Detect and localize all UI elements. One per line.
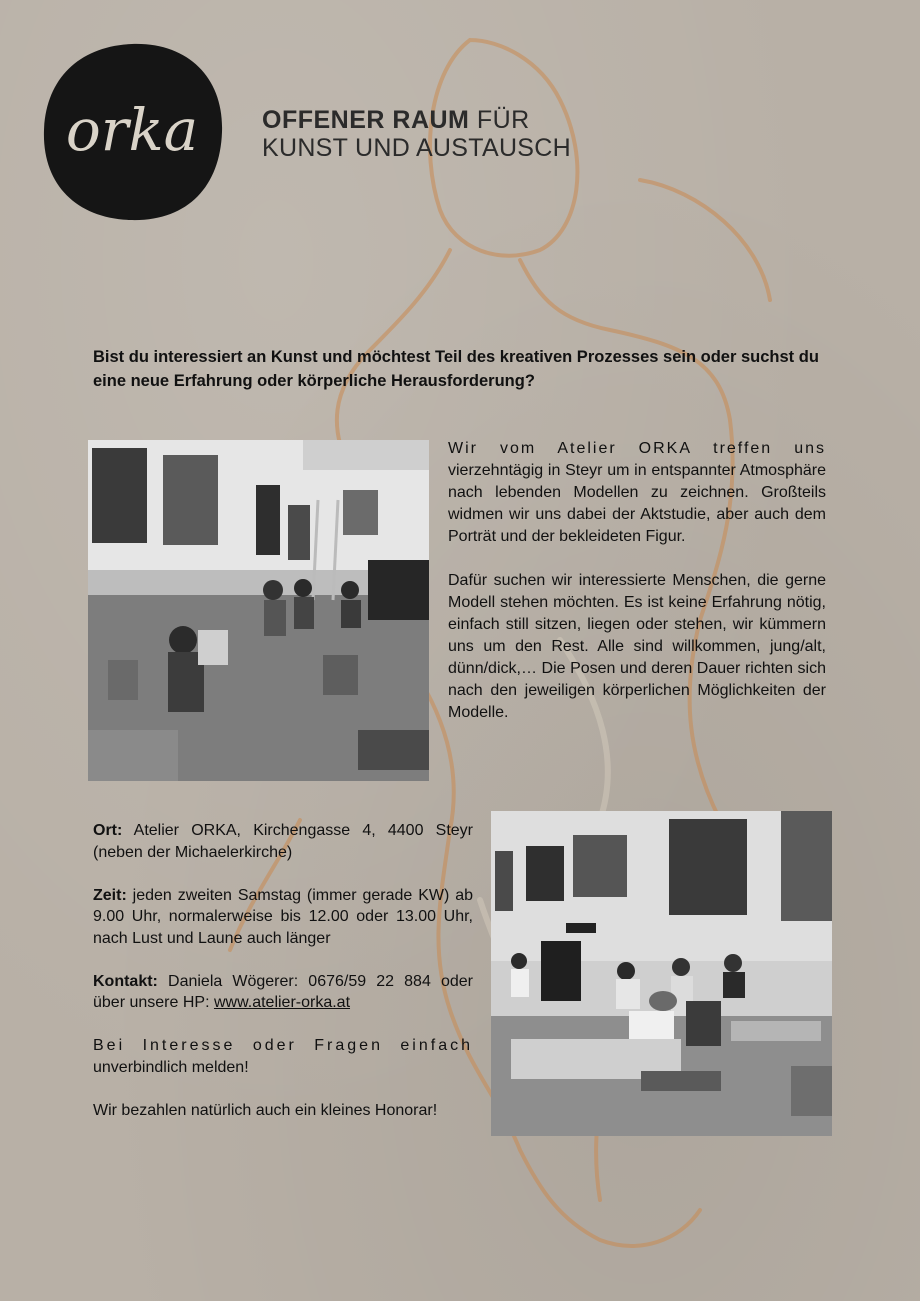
logo-wordmark: orka	[65, 96, 199, 164]
info-block	[93, 820, 473, 1143]
interesse-lead: Bei Interesse oder Fragen einfach	[93, 1037, 473, 1054]
intro-p2: Dafür suchen wir interessierte Menschen, die gerne Modell stehen möchten. Es ist keine Erfahrung nötig, einfach still sitzen, liegen oder stehen, wir kümmern uns um den Rest. Alle sind willkommen, jung/alt, dünn/dick,… Die Posen und deren Dauer richten sich nach den jeweiligen körperlichen Möglichkeiten der Modelle.	[448, 572, 826, 721]
info-kontakt	[93, 971, 473, 1014]
tagline-line2: KUNST UND AUSTAUSCH	[262, 134, 571, 162]
kontakt-label: Kontakt:	[93, 972, 158, 990]
tagline-bold: OFFENER RAUM	[262, 106, 470, 134]
intro-text	[448, 438, 826, 746]
zeit-label: Zeit:	[93, 886, 127, 904]
ort-text: Atelier ORKA, Kirchengasse 4, 4400 Steyr (neben der Michaelerkirche)	[93, 822, 474, 861]
info-zeit	[93, 885, 473, 950]
studio-lounge-photo	[491, 811, 832, 1136]
zeit-text: jeden zweiten Samstag (immer gerade KW) ab 9.00 Uhr, normalerweise bis 12.00 oder 13.00 Uhr, nach Lust und Laune auch länger	[93, 886, 473, 947]
info-honorar: Wir bezahlen natürlich auch ein kleines Honorar!	[93, 1101, 438, 1119]
intro-p1-rest: vierzehntägig in Steyr um in entspannter Atmosphäre nach lebenden Modellen zu zeichnen. Großteils widmen wir uns dabei der Aktstudie, aber auch dem Porträt und der bekleideten Figur.	[448, 462, 826, 545]
website-link[interactable]: www.atelier-orka.at	[213, 994, 351, 1011]
tagline	[262, 106, 571, 162]
orka-logo	[38, 38, 226, 226]
intro-p1-lead: Wir vom Atelier ORKA treffen uns	[448, 440, 826, 457]
info-interesse	[93, 1035, 473, 1078]
studio-drawing-session-photo	[88, 440, 429, 781]
tagline-fuer: FÜR	[476, 106, 530, 134]
ort-label: Ort:	[93, 822, 123, 839]
interesse-rest: unverbindlich melden!	[93, 1058, 249, 1076]
page-headline: Bist du interessiert an Kunst und möchtest Teil des kreativen Prozesses sein oder suchst du eine neue Erfahrung oder körperliche Herausforderung?	[93, 348, 819, 390]
kontakt-text: Daniela Wögerer: 0676/59 22 884 oder über unsere HP:	[93, 972, 473, 1011]
info-ort	[93, 820, 473, 863]
